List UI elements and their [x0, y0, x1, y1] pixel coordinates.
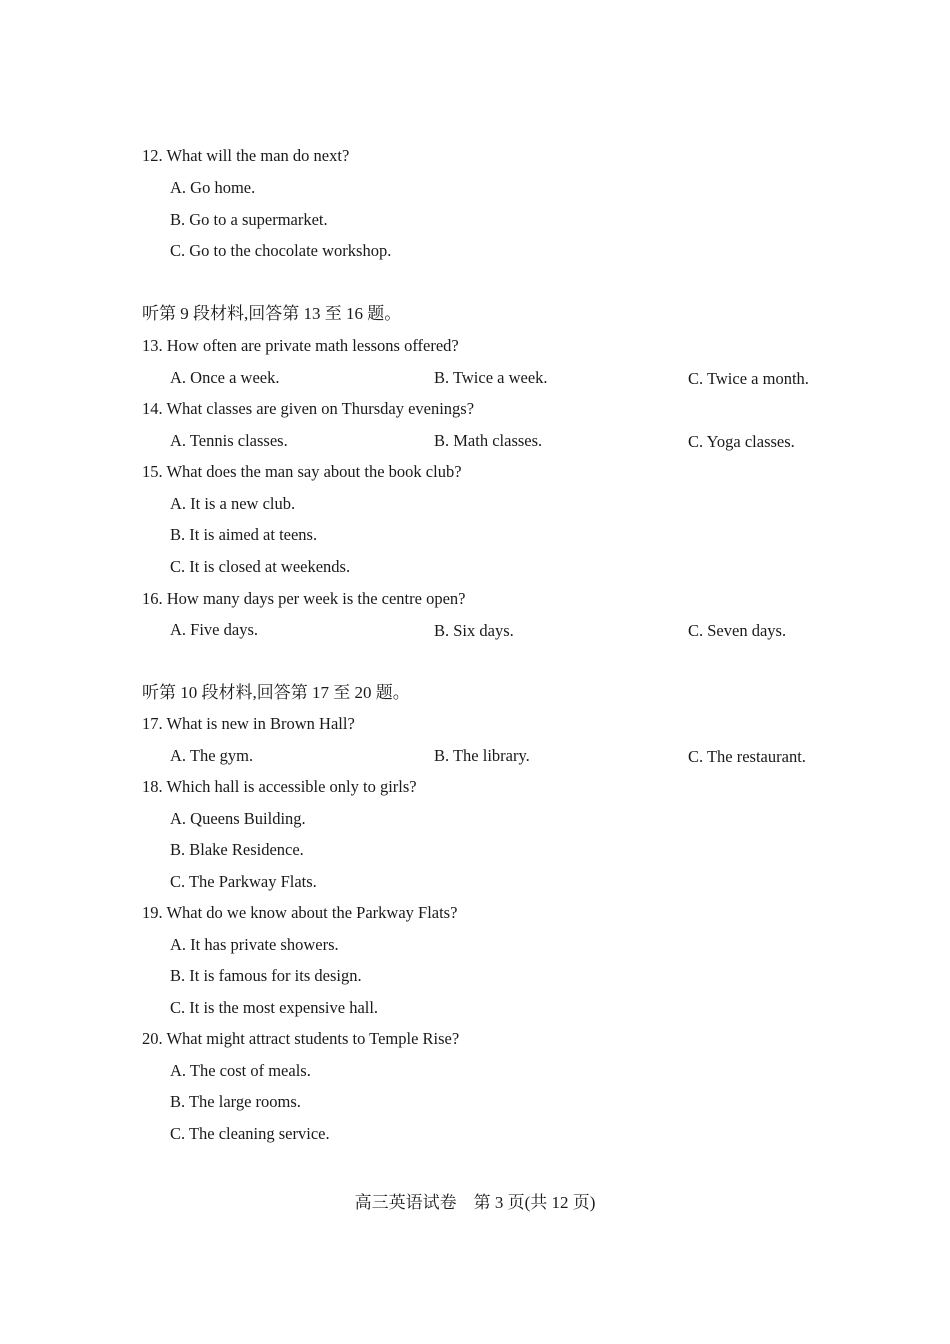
question-20-option-c: C. The cleaning service.	[170, 1124, 330, 1143]
question-18-option-b: B. Blake Residence.	[170, 840, 304, 859]
question-14-option-c: C. Yoga classes.	[688, 432, 795, 451]
question-13-option-b: B. Twice a week.	[434, 368, 548, 387]
question-14: 14. What classes are given on Thursday evenings?	[142, 399, 475, 418]
question-16-option-a: A. Five days.	[170, 620, 258, 639]
question-20: 20. What might attract students to Temple Rise?	[142, 1029, 460, 1048]
question-16-option-c: C. Seven days.	[688, 621, 787, 640]
question-12: 12. What will the man do next?	[142, 146, 350, 165]
question-18-option-c: C. The Parkway Flats.	[170, 872, 317, 891]
question-19: 19. What do we know about the Parkway Flats?	[142, 903, 458, 922]
question-12-option-a: A. Go home.	[170, 178, 256, 197]
question-19-option-b: B. It is famous for its design.	[170, 966, 362, 985]
question-12-option-c: C. Go to the chocolate workshop.	[170, 241, 392, 260]
question-15-option-a: A. It is a new club.	[170, 494, 296, 513]
question-17-option-a: A. The gym.	[170, 746, 254, 765]
question-16-option-b: B. Six days.	[434, 621, 514, 640]
question-16: 16. How many days per week is the centre open?	[142, 589, 466, 608]
question-13: 13. How often are private math lessons offered?	[142, 336, 459, 355]
question-15-option-b: B. It is aimed at teens.	[170, 525, 318, 544]
question-14-option-a: A. Tennis classes.	[170, 431, 288, 450]
question-15-option-c: C. It is closed at weekends.	[170, 557, 351, 576]
question-19-option-c: C. It is the most expensive hall.	[170, 998, 379, 1017]
question-18: 18. Which hall is accessible only to girls?	[142, 777, 417, 796]
page-footer: 高三英语试卷 第 3 页(共 12 页)	[354, 1193, 596, 1212]
question-12-option-b: B. Go to a supermarket.	[170, 210, 328, 229]
question-18-option-a: A. Queens Building.	[170, 809, 306, 828]
question-20-option-a: A. The cost of meals.	[170, 1061, 311, 1080]
question-17: 17. What is new in Brown Hall?	[142, 714, 355, 733]
question-20-option-b: B. The large rooms.	[170, 1092, 301, 1111]
section-10-heading: 听第 10 段材料,回答第 17 至 20 题。	[142, 683, 410, 702]
question-19-option-a: A. It has private showers.	[170, 935, 339, 954]
question-13-option-a: A. Once a week.	[170, 368, 280, 387]
question-17-option-c: C. The restaurant.	[688, 747, 806, 766]
question-17-option-b: B. The library.	[434, 746, 530, 765]
question-14-option-b: B. Math classes.	[434, 431, 543, 450]
question-15: 15. What does the man say about the book club?	[142, 462, 462, 481]
section-9-heading: 听第 9 段材料,回答第 13 至 16 题。	[142, 304, 402, 323]
question-13-option-c: C. Twice a month.	[688, 369, 809, 388]
